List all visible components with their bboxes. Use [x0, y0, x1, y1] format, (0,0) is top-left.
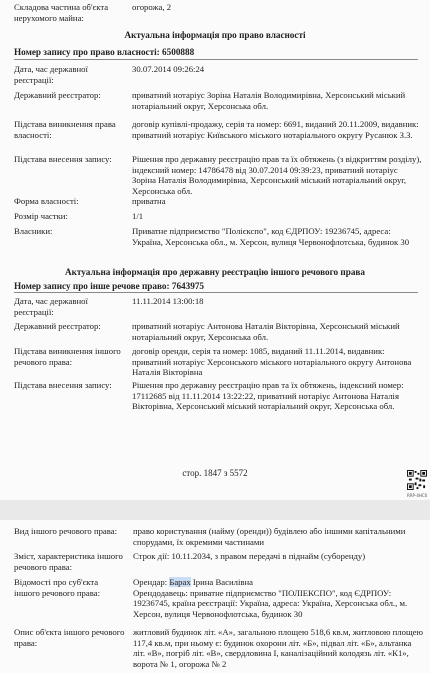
- divider: [14, 59, 418, 60]
- ownership-share-value: 1/1: [132, 211, 144, 221]
- ownership-basis-value: договір купівлі-продажу, серія та номер: 6691, виданий 20.11.2009, видавник: приватний нотаріус Київського міського нотаріального округу Русанюк З.З.: [132, 119, 419, 140]
- ownership-basis-label: Підстава виникнення права власності:: [14, 119, 116, 140]
- ownership-share-label: Розмір частки:: [14, 211, 68, 221]
- ownership-record-number: Номер запису про право власності: 6500888: [14, 47, 195, 57]
- qr-code-icon: [407, 470, 427, 490]
- ownership-date-label: Дата, час державної реєстрації:: [14, 64, 88, 85]
- top-component-label: Складова частина об'єкта нерухомого майна:: [14, 2, 109, 23]
- right-content-value: Строк дії: 10.11.2034, з правом передачі в піднайм (суборенду): [133, 551, 366, 561]
- subject-rest: Ірина Василівна Орендодавець: приватне підприємство "ПОЛІЕКСПО", код ЄДРПОУ: 19236745, країна реєстрації: Україна, адреса: Україна, Херсонська обл., м. Херсон, вулиця Червонофлотська, будинок 30: [133, 577, 408, 619]
- other-right-registrar-value: приватний нотаріус Антонова Наталія Вікторівна, Херсонський міський нотаріальний округ, Херсонська обл.: [132, 321, 400, 342]
- other-right-entry-basis-value: Рішення про державну реєстрацію прав та їх обтяжень, індексний номер: 17112685 від 11.11.2014 13:22:22, приватний нотаріус Антонова Наталія Вікторівна, Херсонський міський нотаріальний округ, Херсонська обл.: [132, 380, 404, 411]
- qr-code-label: RRP-4HC0: [407, 493, 428, 498]
- register-extract-continuation: [0, 520, 430, 673]
- other-right-date-value: 11.11.2014 13:00:18: [132, 296, 204, 306]
- ownership-form-value: приватна: [132, 196, 166, 206]
- ownership-owners-value: Приватне підприємство "Полієкспо", код ЄДРПОУ: 19236745, адреса: Україна, Херсонська обл., м. Херсон, вулиця Червонофлотська, будинок 30: [132, 226, 410, 247]
- ownership-registrar-label: Державний реєстратор:: [14, 90, 101, 100]
- other-right-basis-value: договір оренди, серія та номер: 1085, виданий 11.11.2014, видавник: приватний нотаріус Херсонського міського нотаріального округу Антонова Наталія Вікторівна: [132, 346, 412, 377]
- right-subject-value: [133, 577, 423, 619]
- divider: [14, 292, 418, 293]
- right-type-value: право користування (найму (оренди)) будівлею або іншими капітальними спорудами, їх окремими частинами: [133, 526, 406, 547]
- page-number: стор. 1847 з 5572: [182, 468, 248, 478]
- object-description-label: Опис об'єкта іншого речового права:: [14, 627, 125, 648]
- highlighted-surname[interactable]: Барах: [169, 577, 191, 587]
- ownership-entry-basis-label: Підстава внесення запису:: [14, 154, 112, 164]
- ownership-entry-basis-value: Рішення про державну реєстрацію прав та їх обтяжень (з відкриттям розділу), індексний номер: 14786478 від 30.07.2014 09:39:23, приватний нотаріус Зоріна Наталія Володимирівна, Херсонський міський нотаріальний округ, Херсонська обл.: [132, 154, 422, 196]
- other-right-registrar-label: Державний реєстратор:: [14, 321, 101, 331]
- right-type-label: Вид іншого речового права:: [14, 526, 118, 536]
- ownership-registrar-value: приватний нотаріус Зоріна Наталія Володимирівна, Херсонський міський нотаріальний округ, Херсонська обл.: [132, 90, 406, 111]
- other-right-record-number: Номер запису про інше речове право: 7643975: [14, 281, 205, 291]
- right-content-label: Зміст, характеристика іншого речового права:: [14, 551, 123, 572]
- ownership-date-value: 30.07.2014 09:26:24: [132, 64, 205, 74]
- ownership-heading: Актуальна інформація про право власності: [124, 30, 306, 40]
- ownership-form-label: Форма власності:: [14, 196, 79, 206]
- other-right-basis-label: Підстава виникнення іншого речового права:: [14, 346, 121, 367]
- ownership-owners-label: Власники:: [14, 226, 53, 236]
- top-component-value: огорожа, 2: [132, 2, 172, 12]
- page-gap: [0, 500, 430, 520]
- right-subject-label: Відомості про суб'єкта іншого речового права:: [14, 577, 101, 598]
- tenant-prefix: Орендар:: [133, 577, 170, 587]
- other-right-date-label: Дата, час державної реєстрації:: [14, 296, 88, 317]
- other-right-heading: Актуальна інформація про державну реєстрацію іншого речового права: [64, 267, 365, 277]
- object-description-value: житловий будинок літ. «А», загальною площею 518,6 кв.м, житловою площею 117,4 кв.м, при ньому є: будинок охорони літ. «Б», підвал літ. «Б», альтанка літ. «В», погріб літ. «В», свердловина І, каналізаційний колодязь літ. «К1», ворота № 1, огорожа № 2: [133, 627, 424, 669]
- other-right-entry-basis-label: Підстава внесення запису:: [14, 380, 112, 390]
